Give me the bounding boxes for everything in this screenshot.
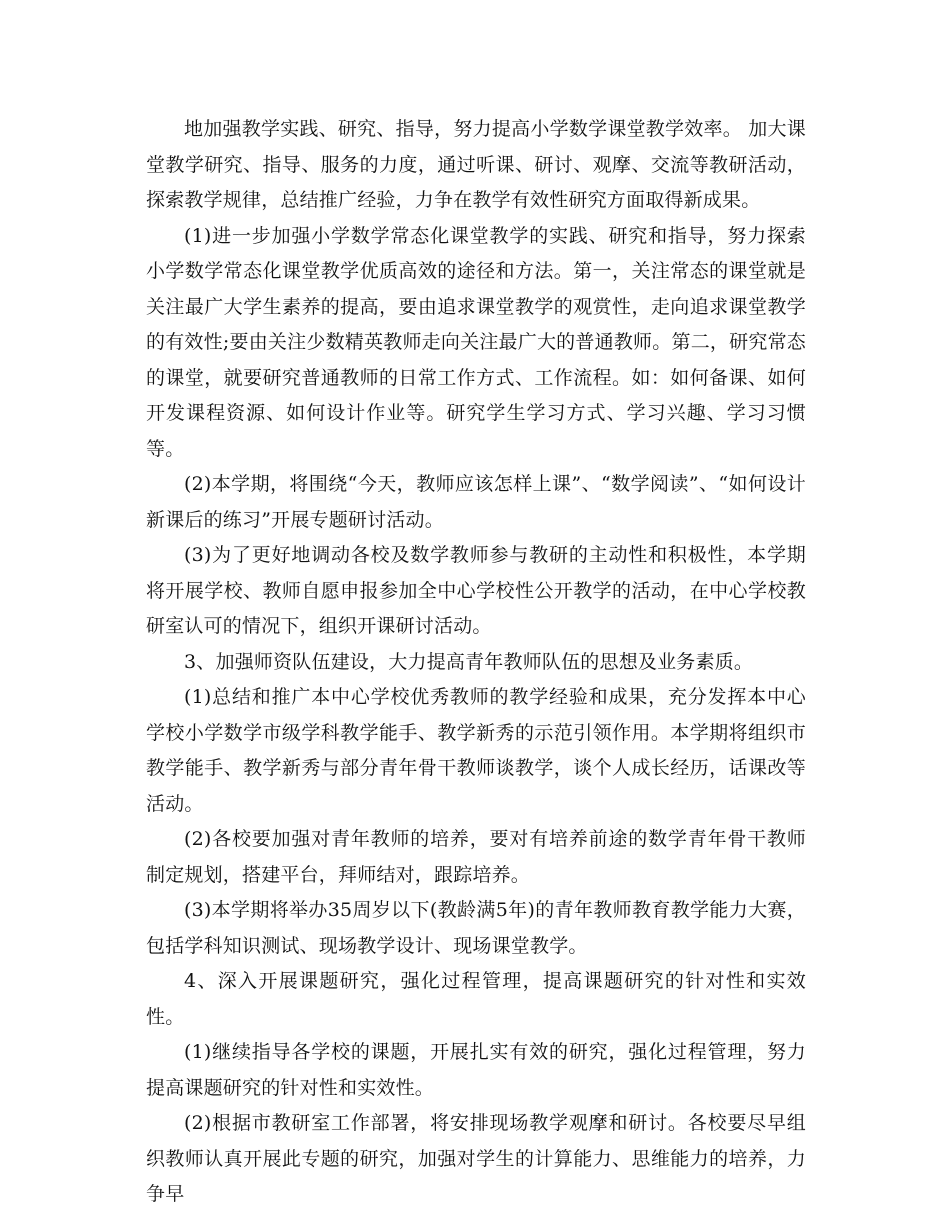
section-heading-3: 3、加强师资队伍建设，大力提高青年教师队伍的思想及业务素质。 — [184, 650, 754, 673]
paragraph-item-4-2: (2)根据市教研室工作部署，将安排现场教学观摩和研讨。各校要尽早组织教师认真开展此专题的研究，加强对学生的计算能力、思维能力的培养，力争早 — [146, 1112, 806, 1205]
paragraph-item-4-1: (1)继续指导各学校的课题，开展扎实有效的研究，强化过程管理，努力提高课题研究的针对性和实效性。 — [146, 1041, 806, 1099]
paragraph-item-1-2: (2)本学期，将围绕“今天，教师应该怎样上课”、“数学阅读”、“如何设计新课后的练习”开展专题研讨活动。 — [146, 473, 806, 531]
paragraph-intro: 地加强教学实践、研究、指导，努力提高小学数学课堂教学效率。 加大课堂教学研究、指导、服务的力度，通过听课、研讨、观摩、交流等教研活动，探索教学规律，总结推广经验，力争在教学有效性研究方面取得新成果。 — [146, 118, 806, 211]
paragraph-item-1-3: (3)为了更好地调动各校及数学教师参与教研的主动性和积极性，本学期将开展学校、教师自愿申报参加全中心学校性公开教学的活动，在中心学校教研室认可的情况下，组织开课研讨活动。 — [146, 544, 806, 637]
paragraph-item-3-2: (2)各校要加强对青年教师的培养，要对有培养前途的数学青年骨干教师制定规划，搭建平台，拜师结对，跟踪培养。 — [146, 828, 806, 886]
paragraph-item-1-1: (1)进一步加强小学数学常态化课堂教学的实践、研究和指导，努力探索小学数学常态化课堂教学优质高效的途径和方法。第一，关注常态的课堂就是关注最广大学生素养的提高，要由追求课堂教学的观赏性，走向追求课堂教学的有效性;要由关注少数精英教师走向关注最广大的普通教师。第二，研究常态的课堂，就要研究普通教师的日常工作方式、工作流程。如：如何备课、如何开发课程资源、如何设计作业等。研究学生学习方式、学习兴趣、学习习惯等。 — [146, 224, 806, 460]
document-body — [146, 112, 806, 1213]
section-heading-4: 4、深入开展课题研究，强化过程管理，提高课题研究的针对性和实效性。 — [146, 970, 806, 1028]
paragraph-item-3-1: (1)总结和推广本中心学校优秀教师的教学经验和成果，充分发挥本中心学校小学数学市级学科教学能手、教学新秀的示范引领作用。本学期将组织市教学能手、教学新秀与部分青年骨干教师谈教学，谈个人成长经历，话课改等活动。 — [146, 686, 806, 815]
paragraph-item-3-3: (3)本学期将举办35周岁以下(教龄满5年)的青年教师教育教学能力大赛，包括学科知识测试、现场教学设计、现场课堂教学。 — [146, 899, 806, 957]
